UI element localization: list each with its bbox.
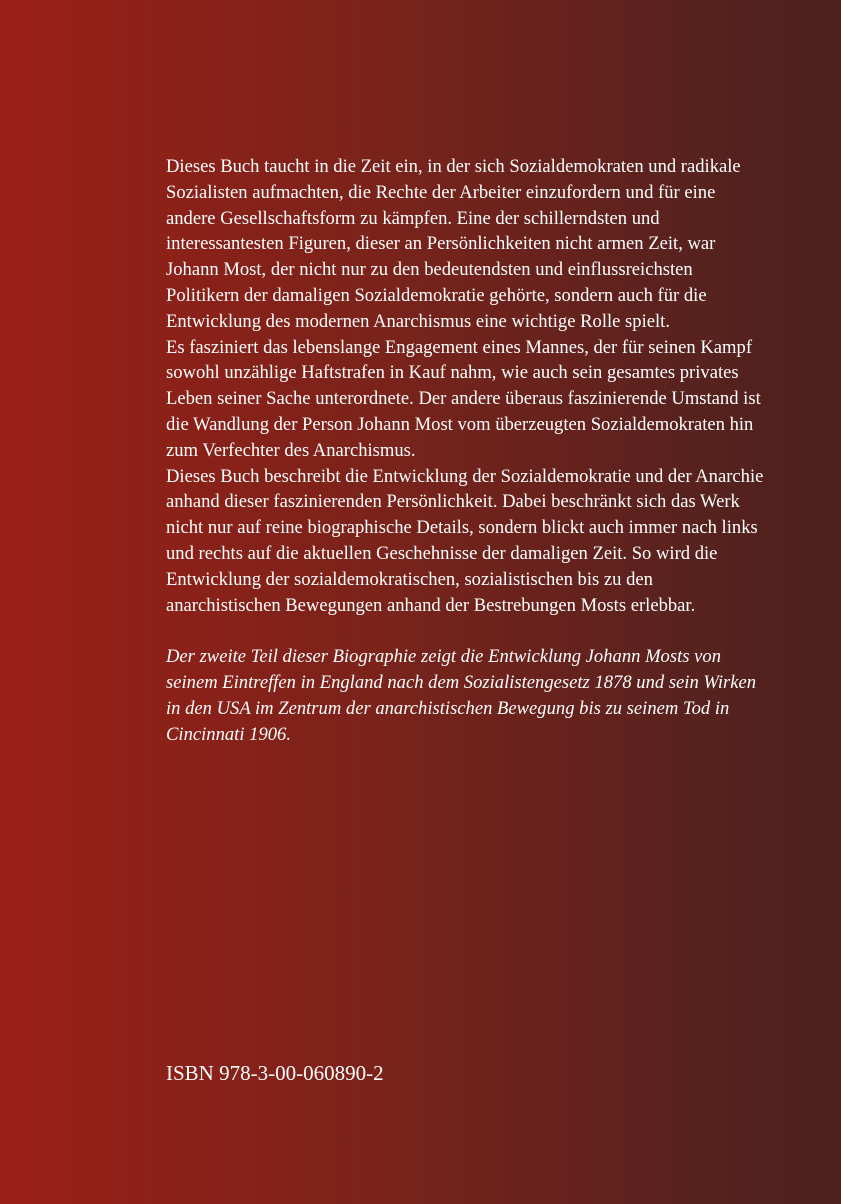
blurb-paragraph-2: Es fasziniert das lebenslange Engagement eines Mannes, der für seinen Kampf sowohl unzählige Haftstrafen in Kauf nahm, wie auch sein gesamtes privates Leben seiner Sache unterordnete. Der andere überaus faszinierende Umstand ist die Wandlung der Person Johann Most vom überzeugten Sozialdemokraten hin zum Verfechter des Anarchismus. — [166, 336, 761, 461]
blurb-paragraph-3: Dieses Buch beschreibt die Entwicklung der Sozialdemokratie und der Anarchie anhand dieser faszinierenden Persönlichkeit. Dabei beschränkt sich das Werk nicht nur auf reine biographische Details, sondern blickt auch immer nach links und rechts auf die aktuellen Geschehnisse der damaligen Zeit. So wird die Entwicklung der sozialdemokratischen, sozialistischen bis zu den anarchistischen Bewegungen anhand der Bestrebungen Mosts erlebbar. — [166, 465, 764, 616]
isbn-number: ISBN 978-3-00-060890-2 — [166, 1061, 384, 1085]
back-cover-blurb — [166, 154, 766, 747]
blurb-paragraph-1: Dieses Buch taucht in die Zeit ein, in der sich Sozialdemokraten und radikale Sozialisten aufmachten, die Rechte der Arbeiter einzufordern und für eine andere Gesellschaftsform zu kämpfen. Eine der schillerndsten und interessantesten Figuren, dieser an Persönlichkeiten nicht armen Zeit, war Johann Most, der nicht nur zu den bedeutendsten und einflussreichsten Politikern der damaligen Sozialdemokratie gehörte, sondern auch für die Entwicklung des modernen Anarchismus eine wichtige Rolle spielt. — [166, 156, 741, 332]
blurb-italic-paragraph: Der zweite Teil dieser Biographie zeigt die Entwicklung Johann Mosts von seinem Eintreffen in England nach dem Sozialistengesetz 1878 und sein Wirken in den USA im Zentrum der anarchistischen Bewegung bis zu seinem Tod in Cincinnati 1906. — [166, 646, 757, 745]
